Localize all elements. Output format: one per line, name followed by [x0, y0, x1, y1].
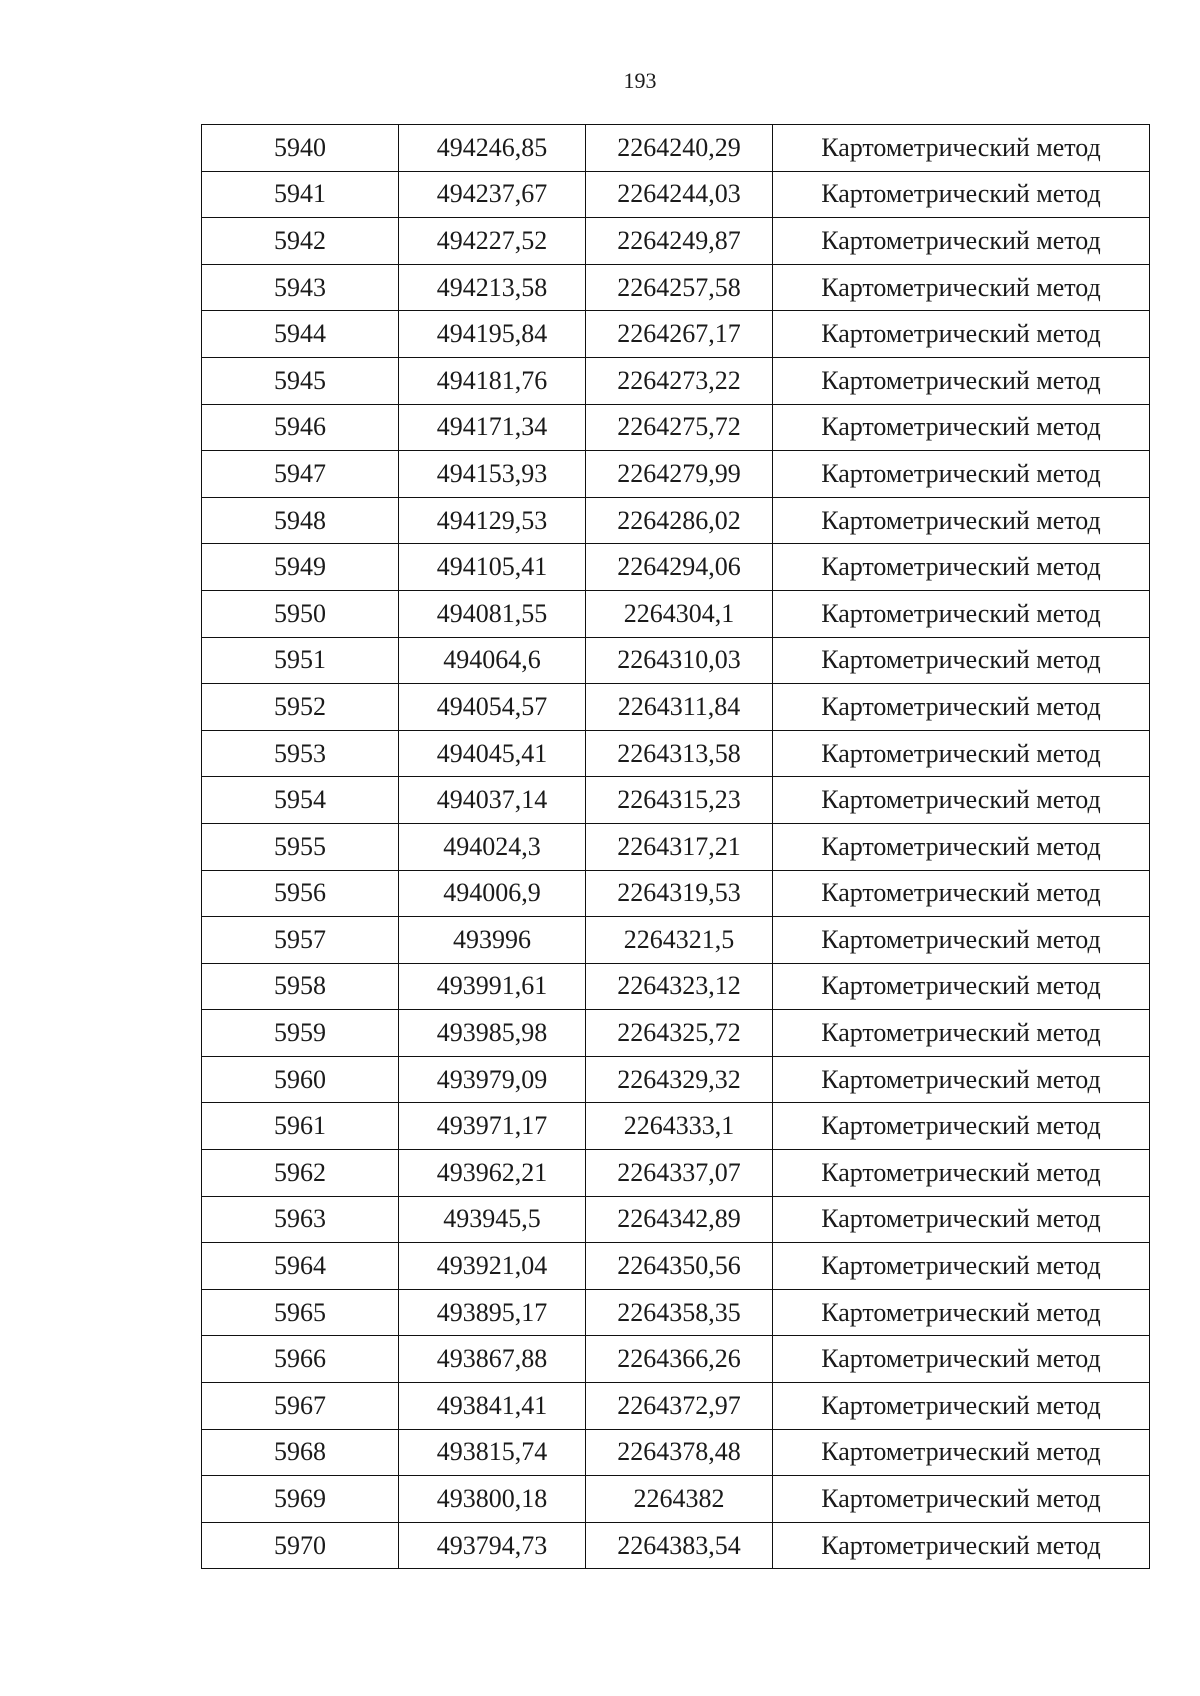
x-coordinate-cell: 494006,9 [399, 870, 586, 917]
point-number-cell: 5949 [202, 544, 399, 591]
x-coordinate-cell: 494037,14 [399, 777, 586, 824]
y-coordinate-cell: 2264313,58 [586, 730, 773, 777]
coordinates-table [201, 124, 1150, 1569]
x-coordinate-cell: 493991,61 [399, 963, 586, 1010]
y-coordinate-cell: 2264323,12 [586, 963, 773, 1010]
table-row [202, 1010, 1150, 1057]
method-cell: Картометрический метод [773, 917, 1150, 964]
table-row [202, 497, 1150, 544]
y-coordinate-cell: 2264315,23 [586, 777, 773, 824]
point-number-cell: 5943 [202, 264, 399, 311]
method-cell: Картометрический метод [773, 1056, 1150, 1103]
table-row [202, 1383, 1150, 1430]
x-coordinate-cell: 494045,41 [399, 730, 586, 777]
y-coordinate-cell: 2264249,87 [586, 218, 773, 265]
point-number-cell: 5965 [202, 1289, 399, 1336]
x-coordinate-cell: 493971,17 [399, 1103, 586, 1150]
y-coordinate-cell: 2264267,17 [586, 311, 773, 358]
point-number-cell: 5962 [202, 1150, 399, 1197]
method-cell: Картометрический метод [773, 684, 1150, 731]
point-number-cell: 5954 [202, 777, 399, 824]
point-number-cell: 5945 [202, 357, 399, 404]
x-coordinate-cell: 494195,84 [399, 311, 586, 358]
method-cell: Картометрический метод [773, 1289, 1150, 1336]
y-coordinate-cell: 2264273,22 [586, 357, 773, 404]
y-coordinate-cell: 2264333,1 [586, 1103, 773, 1150]
table-row [202, 1522, 1150, 1569]
table-row [202, 823, 1150, 870]
x-coordinate-cell: 493800,18 [399, 1476, 586, 1523]
y-coordinate-cell: 2264321,5 [586, 917, 773, 964]
table-row [202, 917, 1150, 964]
point-number-cell: 5951 [202, 637, 399, 684]
method-cell: Картометрический метод [773, 1522, 1150, 1569]
point-number-cell: 5941 [202, 171, 399, 218]
method-cell: Картометрический метод [773, 1476, 1150, 1523]
table-row [202, 171, 1150, 218]
x-coordinate-cell: 493895,17 [399, 1289, 586, 1336]
y-coordinate-cell: 2264358,35 [586, 1289, 773, 1336]
point-number-cell: 5958 [202, 963, 399, 1010]
table-row [202, 1429, 1150, 1476]
method-cell: Картометрический метод [773, 1010, 1150, 1057]
x-coordinate-cell: 494181,76 [399, 357, 586, 404]
table-row [202, 637, 1150, 684]
method-cell: Картометрический метод [773, 357, 1150, 404]
x-coordinate-cell: 493921,04 [399, 1243, 586, 1290]
method-cell: Картометрический метод [773, 590, 1150, 637]
y-coordinate-cell: 2264329,32 [586, 1056, 773, 1103]
point-number-cell: 5944 [202, 311, 399, 358]
method-cell: Картометрический метод [773, 777, 1150, 824]
table-row [202, 357, 1150, 404]
x-coordinate-cell: 493962,21 [399, 1150, 586, 1197]
x-coordinate-cell: 494105,41 [399, 544, 586, 591]
y-coordinate-cell: 2264319,53 [586, 870, 773, 917]
method-cell: Картометрический метод [773, 171, 1150, 218]
point-number-cell: 5959 [202, 1010, 399, 1057]
table-row [202, 1336, 1150, 1383]
table-row [202, 590, 1150, 637]
point-number-cell: 5955 [202, 823, 399, 870]
method-cell: Картометрический метод [773, 870, 1150, 917]
method-cell: Картометрический метод [773, 544, 1150, 591]
method-cell: Картометрический метод [773, 1429, 1150, 1476]
y-coordinate-cell: 2264372,97 [586, 1383, 773, 1430]
y-coordinate-cell: 2264383,54 [586, 1522, 773, 1569]
method-cell: Картометрический метод [773, 311, 1150, 358]
table-row [202, 684, 1150, 731]
method-cell: Картометрический метод [773, 637, 1150, 684]
method-cell: Картометрический метод [773, 1336, 1150, 1383]
method-cell: Картометрический метод [773, 125, 1150, 172]
x-coordinate-cell: 494054,57 [399, 684, 586, 731]
x-coordinate-cell: 494246,85 [399, 125, 586, 172]
method-cell: Картометрический метод [773, 963, 1150, 1010]
y-coordinate-cell: 2264382 [586, 1476, 773, 1523]
point-number-cell: 5948 [202, 497, 399, 544]
table-row [202, 1476, 1150, 1523]
y-coordinate-cell: 2264304,1 [586, 590, 773, 637]
point-number-cell: 5946 [202, 404, 399, 451]
method-cell: Картометрический метод [773, 497, 1150, 544]
x-coordinate-cell: 493985,98 [399, 1010, 586, 1057]
point-number-cell: 5960 [202, 1056, 399, 1103]
point-number-cell: 5947 [202, 451, 399, 498]
point-number-cell: 5964 [202, 1243, 399, 1290]
method-cell: Картометрический метод [773, 264, 1150, 311]
x-coordinate-cell: 493945,5 [399, 1196, 586, 1243]
x-coordinate-cell: 494024,3 [399, 823, 586, 870]
point-number-cell: 5953 [202, 730, 399, 777]
y-coordinate-cell: 2264342,89 [586, 1196, 773, 1243]
table-row [202, 451, 1150, 498]
point-number-cell: 5970 [202, 1522, 399, 1569]
x-coordinate-cell: 494171,34 [399, 404, 586, 451]
y-coordinate-cell: 2264378,48 [586, 1429, 773, 1476]
point-number-cell: 5956 [202, 870, 399, 917]
point-number-cell: 5968 [202, 1429, 399, 1476]
y-coordinate-cell: 2264310,03 [586, 637, 773, 684]
table-row [202, 963, 1150, 1010]
x-coordinate-cell: 494064,6 [399, 637, 586, 684]
method-cell: Картометрический метод [773, 1383, 1150, 1430]
y-coordinate-cell: 2264366,26 [586, 1336, 773, 1383]
page-number: 193 [623, 68, 657, 93]
method-cell: Картометрический метод [773, 451, 1150, 498]
y-coordinate-cell: 2264311,84 [586, 684, 773, 731]
x-coordinate-cell: 494081,55 [399, 590, 586, 637]
point-number-cell: 5940 [202, 125, 399, 172]
y-coordinate-cell: 2264257,58 [586, 264, 773, 311]
table-row [202, 730, 1150, 777]
point-number-cell: 5963 [202, 1196, 399, 1243]
method-cell: Картометрический метод [773, 1103, 1150, 1150]
method-cell: Картометрический метод [773, 1150, 1150, 1197]
table-row [202, 1289, 1150, 1336]
point-number-cell: 5952 [202, 684, 399, 731]
x-coordinate-cell: 494227,52 [399, 218, 586, 265]
point-number-cell: 5942 [202, 218, 399, 265]
table-row [202, 125, 1150, 172]
method-cell: Картометрический метод [773, 404, 1150, 451]
x-coordinate-cell: 493794,73 [399, 1522, 586, 1569]
method-cell: Картометрический метод [773, 218, 1150, 265]
point-number-cell: 5969 [202, 1476, 399, 1523]
y-coordinate-cell: 2264337,07 [586, 1150, 773, 1197]
table-row [202, 264, 1150, 311]
y-coordinate-cell: 2264279,99 [586, 451, 773, 498]
point-number-cell: 5966 [202, 1336, 399, 1383]
point-number-cell: 5967 [202, 1383, 399, 1430]
x-coordinate-cell: 493996 [399, 917, 586, 964]
x-coordinate-cell: 494153,93 [399, 451, 586, 498]
method-cell: Картометрический метод [773, 1243, 1150, 1290]
y-coordinate-cell: 2264350,56 [586, 1243, 773, 1290]
x-coordinate-cell: 494129,53 [399, 497, 586, 544]
x-coordinate-cell: 493867,88 [399, 1336, 586, 1383]
method-cell: Картометрический метод [773, 1196, 1150, 1243]
method-cell: Картометрический метод [773, 730, 1150, 777]
y-coordinate-cell: 2264286,02 [586, 497, 773, 544]
point-number-cell: 5957 [202, 917, 399, 964]
table-row [202, 1150, 1150, 1197]
x-coordinate-cell: 493815,74 [399, 1429, 586, 1476]
y-coordinate-cell: 2264244,03 [586, 171, 773, 218]
table-row [202, 404, 1150, 451]
coordinates-table-body [202, 125, 1150, 1569]
y-coordinate-cell: 2264240,29 [586, 125, 773, 172]
y-coordinate-cell: 2264275,72 [586, 404, 773, 451]
point-number-cell: 5950 [202, 590, 399, 637]
table-row [202, 1196, 1150, 1243]
x-coordinate-cell: 493841,41 [399, 1383, 586, 1430]
x-coordinate-cell: 494237,67 [399, 171, 586, 218]
table-row [202, 1103, 1150, 1150]
x-coordinate-cell: 493979,09 [399, 1056, 586, 1103]
table-row [202, 777, 1150, 824]
table-row [202, 870, 1150, 917]
x-coordinate-cell: 494213,58 [399, 264, 586, 311]
table-row [202, 544, 1150, 591]
table-row [202, 311, 1150, 358]
y-coordinate-cell: 2264294,06 [586, 544, 773, 591]
method-cell: Картометрический метод [773, 823, 1150, 870]
table-row [202, 1243, 1150, 1290]
table-row [202, 1056, 1150, 1103]
y-coordinate-cell: 2264317,21 [586, 823, 773, 870]
table-row [202, 218, 1150, 265]
point-number-cell: 5961 [202, 1103, 399, 1150]
y-coordinate-cell: 2264325,72 [586, 1010, 773, 1057]
